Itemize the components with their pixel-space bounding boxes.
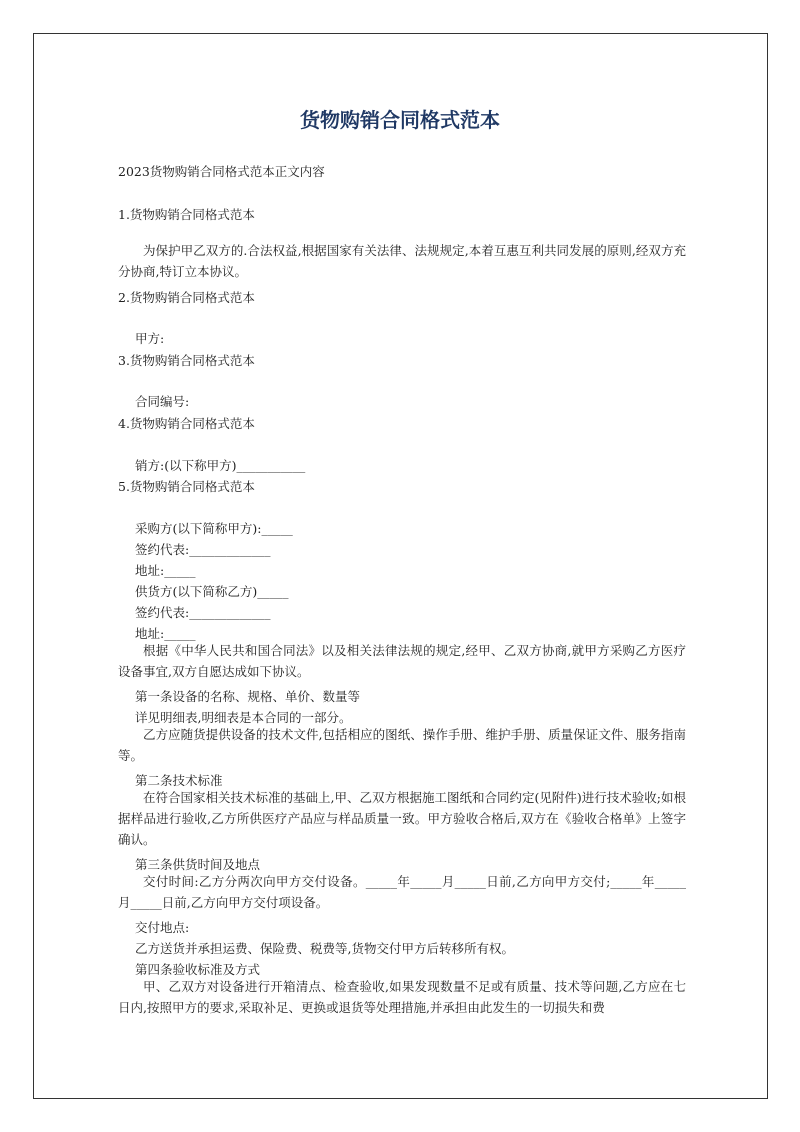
supplier-address-line: 地址:_____ — [135, 626, 196, 641]
supplier-line: 供货方(以下简称乙方)_____ — [135, 584, 289, 599]
buyer-line: 采购方(以下简称甲方):_____ — [135, 521, 293, 536]
article-1-detail: 详见明细表,明细表是本合同的一部分。 — [135, 710, 352, 725]
document-title: 货物购销合同格式范本 — [300, 108, 500, 132]
article-3-delivery-time: 交付时间:乙方分两次向甲方交付设备。_____年_____月_____日前,乙方向甲方交付;_____年_____月_____日前,乙方向甲方交付项设备。 — [118, 874, 686, 910]
article-1-heading: 第一条设备的名称、规格、单价、数量等 — [135, 689, 361, 704]
section-heading-4: 4.货物购销合同格式范本 — [118, 416, 255, 431]
article-2-heading: 第二条技术标准 — [135, 773, 223, 788]
party-a-line: 甲方: — [135, 331, 165, 346]
section-heading-1: 1.货物购销合同格式范本 — [118, 207, 255, 222]
article-3-heading: 第三条供货时间及地点 — [135, 857, 261, 872]
seller-line: 销方:(以下称甲方)___________ — [135, 458, 306, 473]
article-3-delivery-place: 交付地点: — [135, 920, 190, 935]
article-1-documents: 乙方应随货提供设备的技术文件,包括相应的图纸、操作手册、维护手册、质量保证文件、服务指南等。 — [118, 727, 686, 763]
buyer-address-line: 地址:_____ — [135, 563, 196, 578]
article-2-paragraph: 在符合国家相关技术标准的基础上,甲、乙双方根据施工图纸和合同约定(见附件)进行技术验收;如根据样品进行验收,乙方所供医疗产品应与样品质量一致。甲方验收合格后,双方在《验收合格单》上签字确认。 — [118, 790, 686, 847]
article-4-paragraph: 甲、乙双方对设备进行开箱清点、检查验收,如果发现数量不足或有质量、技术等问题,乙方应在七日内,按照甲方的要求,采取补足、更换或退货等处理措施,并承担由此发生的一切损失和费 — [118, 979, 686, 1015]
section-heading-2: 2.货物购销合同格式范本 — [118, 290, 255, 305]
supplier-representative-line: 签约代表:_____________ — [135, 605, 271, 620]
contract-number-line: 合同编号: — [135, 394, 190, 409]
buyer-representative-line: 签约代表:_____________ — [135, 542, 271, 557]
article-3-ownership: 乙方送货并承担运费、保险费、税费等,货物交付甲方后转移所有权。 — [135, 941, 514, 956]
paragraph-purpose: 为保护甲乙双方的.合法权益,根据国家有关法律、法规规定,本着互惠互利共同发展的原则,经双方充分协商,特订立本协议。 — [118, 243, 686, 279]
section-heading-3: 3.货物购销合同格式范本 — [118, 353, 255, 368]
paragraph-legal-basis: 根据《中华人民共和国合同法》以及相关法律法规的规定,经甲、乙双方协商,就甲方采购乙方医疗设备事宜,双方自愿达成如下协议。 — [118, 643, 686, 679]
intro-line: 2023货物购销合同格式范本正文内容 — [118, 164, 325, 179]
article-4-heading: 第四条验收标准及方式 — [135, 962, 261, 977]
section-heading-5: 5.货物购销合同格式范本 — [118, 479, 255, 494]
